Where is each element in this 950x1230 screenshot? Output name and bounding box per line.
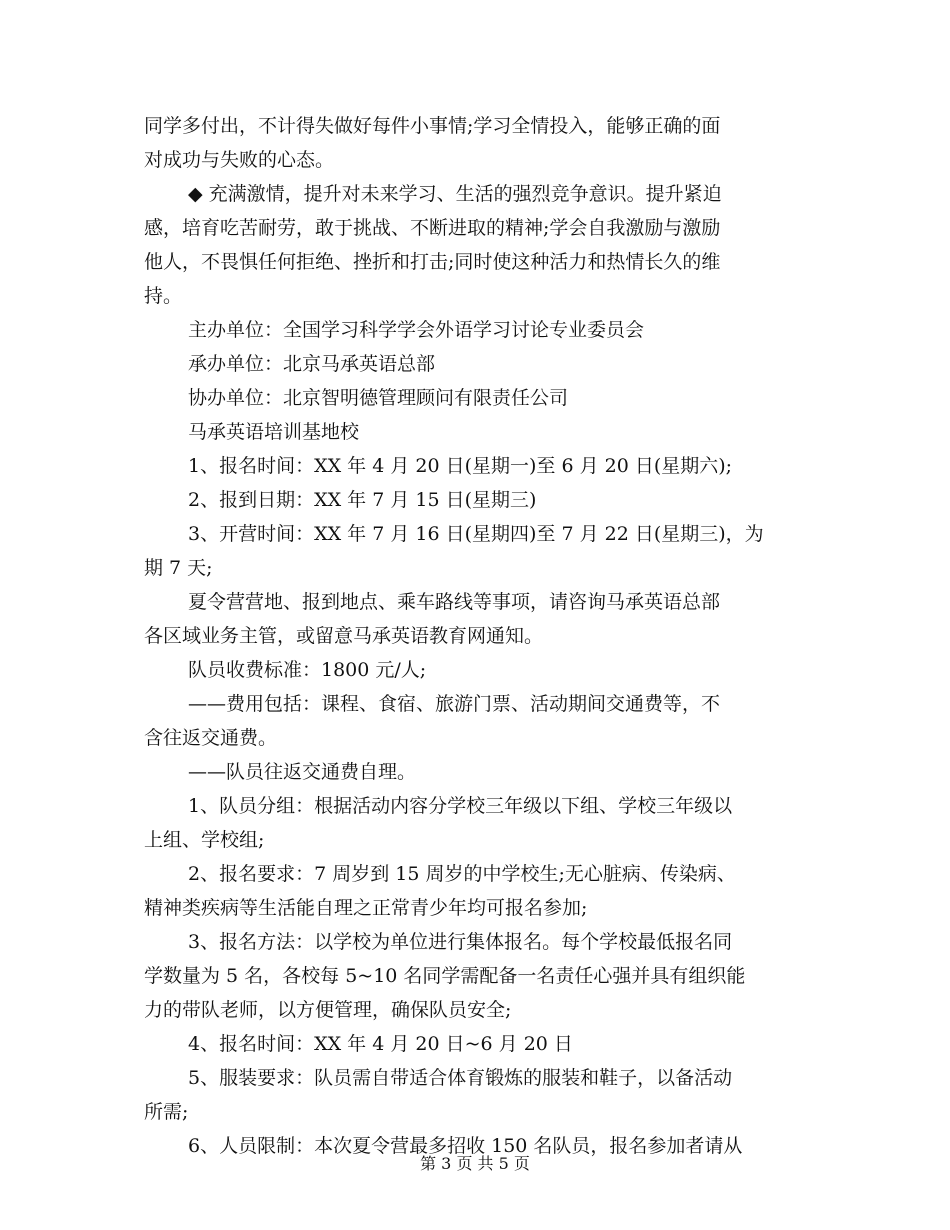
text-line: 感，培育吃苦耐劳，敢于挑战、不断进取的精神;学会自我激励与激励	[144, 217, 721, 239]
text-line: 马承英语培训基地校	[188, 421, 360, 443]
text-line: 3、开营时间：XX 年 7 月 16 日(星期四)至 7 月 22 日(星期三)，为	[188, 523, 764, 545]
text-line: ——费用包括：课程、食宿、旅游门票、活动期间交通费等，不	[188, 693, 721, 715]
text-line: 含往返交通费。	[144, 727, 278, 749]
text-line: 对成功与失败的心态。	[144, 149, 335, 171]
text-line: 承办单位：北京马承英语总部	[188, 353, 436, 375]
text-line: 上组、学校组;	[144, 829, 265, 851]
text-line: 1、报名时间：XX 年 4 月 20 日(星期一)至 6 月 20 日(星期六);	[188, 455, 733, 477]
text-line: ——队员往返交通费自理。	[188, 761, 417, 783]
text-line: 5、服装要求：队员需自带适合体育锻炼的服装和鞋子，以备活动	[188, 1067, 733, 1089]
text-line: 主办单位：全国学习科学学会外语学习讨论专业委员会	[188, 319, 645, 341]
text-line: ◆ 充满激情，提升对未来学习、生活的强烈竞争意识。提升紧迫	[188, 183, 722, 205]
text-line: 各区域业务主管，或留意马承英语教育网通知。	[144, 625, 544, 647]
text-line: 力的带队老师，以方便管理，确保队员安全;	[144, 999, 512, 1021]
text-line: 4、报名时间：XX 年 4 月 20 日~6 月 20 日	[188, 1033, 573, 1055]
text-line: 他人，不畏惧任何拒绝、挫折和打击;同时使这种活力和热情长久的维	[144, 251, 721, 273]
text-line: 精神类疾病等生活能自理之正常青少年均可报名参加;	[144, 897, 588, 919]
text-line: 1、队员分组：根据活动内容分学校三年级以下组、学校三年级以	[188, 795, 733, 817]
page-number-footer: 第 3 页 共 5 页	[420, 1154, 530, 1173]
text-line: 3、报名方法：以学校为单位进行集体报名。每个学校最低报名同	[188, 931, 733, 953]
text-line: 期 7 天;	[144, 557, 213, 579]
text-line: 协办单位：北京智明德管理顾问有限责任公司	[188, 387, 569, 409]
text-line: 夏令营营地、报到地点、乘车路线等事项，请咨询马承英语总部	[188, 591, 721, 613]
text-line: 所需;	[144, 1101, 189, 1123]
text-line: 学数量为 5 名，各校每 5~10 名同学需配备一名责任心强并具有组织能	[144, 965, 746, 987]
text-line: 2、报到日期：XX 年 7 月 15 日(星期三)	[188, 489, 537, 511]
text-line: 队员收费标准：1800 元/人;	[188, 659, 427, 681]
document-body	[144, 109, 808, 1163]
text-line: 同学多付出，不计得失做好每件小事情;学习全情投入，能够正确的面	[144, 115, 721, 137]
text-line: 2、报名要求：7 周岁到 15 周岁的中学校生;无心脏病、传染病、	[188, 863, 736, 885]
text-line: 持。	[144, 285, 183, 307]
text-line: 6、人员限制：本次夏令营最多招收 150 名队员，报名参加者请从	[188, 1135, 743, 1157]
